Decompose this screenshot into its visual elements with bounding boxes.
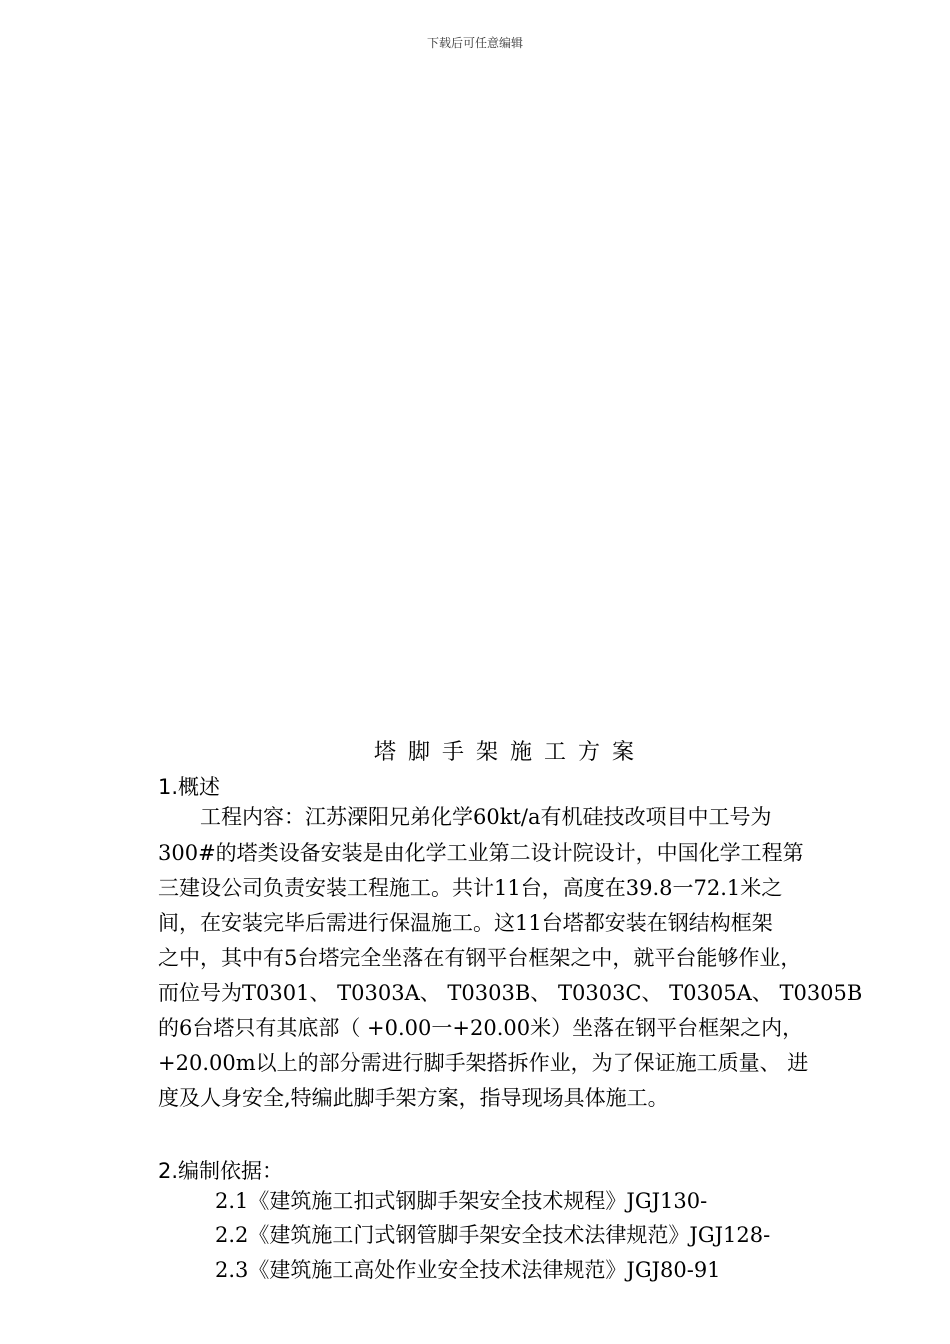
overview-line-6: 而位号为T0301、 T0303A、 T0303B、 T0303C、 T0305A、 T0305B xyxy=(158,981,863,1005)
section-1-heading: 1.概述 xyxy=(158,775,221,799)
overview-line-1: 工程内容：江苏溧阳兄弟化学60kt/a有机硅技改项目中工号为 xyxy=(158,805,772,829)
overview-line-8: +20.00m以上的部分需进行脚手架搭拆作业，为了保证施工质量、 进 xyxy=(158,1051,809,1075)
overview-line-7: 的6台塔只有其底部（ +0.00一+20.00米）坐落在钢平台框架之内， xyxy=(158,1016,804,1040)
overview-line-4: 间，在安装完毕后需进行保温施工。这11台塔都安装在钢结构框架 xyxy=(158,911,773,935)
overview-line-3: 三建设公司负责安装工程施工。共计11台，高度在39.8一72.1米之 xyxy=(158,876,783,900)
section-2-heading: 2.编制依据： xyxy=(158,1159,284,1183)
header-note: 下载后可任意编辑 xyxy=(426,36,523,50)
overview-line-5: 之中，其中有5台塔完全坐落在有钢平台框架之中，就平台能够作业， xyxy=(158,946,802,970)
reference-item-3: 2.3《建筑施工高处作业安全技术法律规范》JGJ80-91 xyxy=(215,1258,721,1282)
document-title: 塔脚手架施工方案 xyxy=(373,740,646,765)
overview-line-9: 度及人身安全,特编此脚手架方案，指导现场具体施工。 xyxy=(158,1086,669,1110)
overview-line-2: 300#的塔类设备安装是由化学工业第二设计院设计，中国化学工程第 xyxy=(158,841,804,865)
reference-item-1: 2.1《建筑施工扣式钢脚手架安全技术规程》JGJ130- xyxy=(215,1189,708,1213)
reference-item-2: 2.2《建筑施工门式钢管脚手架安全技术法律规范》JGJ128- xyxy=(215,1223,771,1247)
